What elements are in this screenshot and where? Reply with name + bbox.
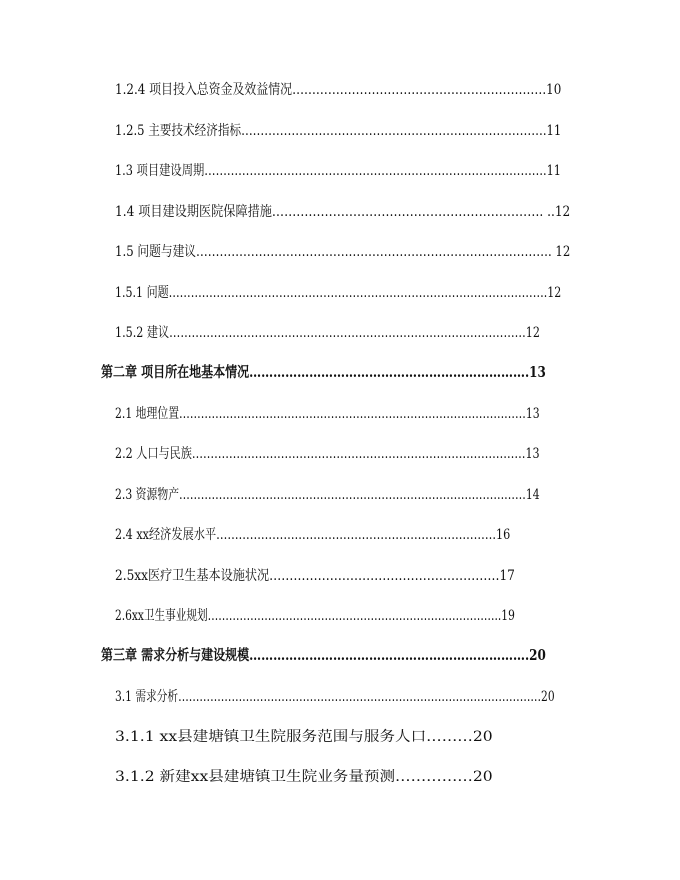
toc-entry: 3.1.2 新建xx县建塘镇卫生院业务量预测……………20 bbox=[115, 769, 493, 785]
toc-entry: 2.1 地理位置……………………………………………………………………………………13 bbox=[115, 406, 540, 422]
toc-entry: 1.3 项目建设周期……………………………………………………………………………….11 bbox=[115, 163, 561, 179]
toc-entry: 1.5.1 问题………………………………………………………………………………………….12 bbox=[115, 285, 562, 301]
toc-entry: 2.3 资源物产……………………………………………………………………………………14 bbox=[115, 487, 540, 503]
toc-entry: 1.2.5 主要技术经济指标…………………………………………………………………….11 bbox=[115, 123, 562, 139]
toc-entry: 2.5xx医疗卫生基本设施状况…………………………………………………17 bbox=[115, 568, 515, 584]
toc-entry: 1.4 项目建设期医院保障措施…………………………………………………………. ..12 bbox=[115, 204, 571, 220]
toc-entry: 1.2.4 项目投入总资金及效益情况……………………………………………………….10 bbox=[115, 82, 562, 98]
toc-entry: 1.5.2 建议……………………………………………………………………………………12 bbox=[115, 325, 540, 341]
toc-entry: 1.5 问题与建议………………………………………………………………………………. 12 bbox=[115, 244, 571, 260]
toc-entry: 3.1.1 xx县建塘镇卫生院服务范围与服务人口………20 bbox=[115, 729, 493, 745]
toc-chapter: 第三章 需求分析与建设规模…………………………………………………………….20 bbox=[101, 647, 546, 664]
toc-entry: 3.1 需求分析…………………………………………………………………………………………20 bbox=[115, 689, 555, 705]
toc-entry: 2.4 xx经济发展水平…………………………………………………………………16 bbox=[115, 527, 511, 543]
toc-entry: 2.2 人口与民族………………………………………………………………………………13 bbox=[115, 446, 540, 462]
toc-chapter: 第二章 项目所在地基本情况…………………………………………………………….13 bbox=[101, 364, 546, 381]
toc-entry: 2.6xx卫生事业规划………………………………………………………………………..19 bbox=[115, 608, 515, 624]
